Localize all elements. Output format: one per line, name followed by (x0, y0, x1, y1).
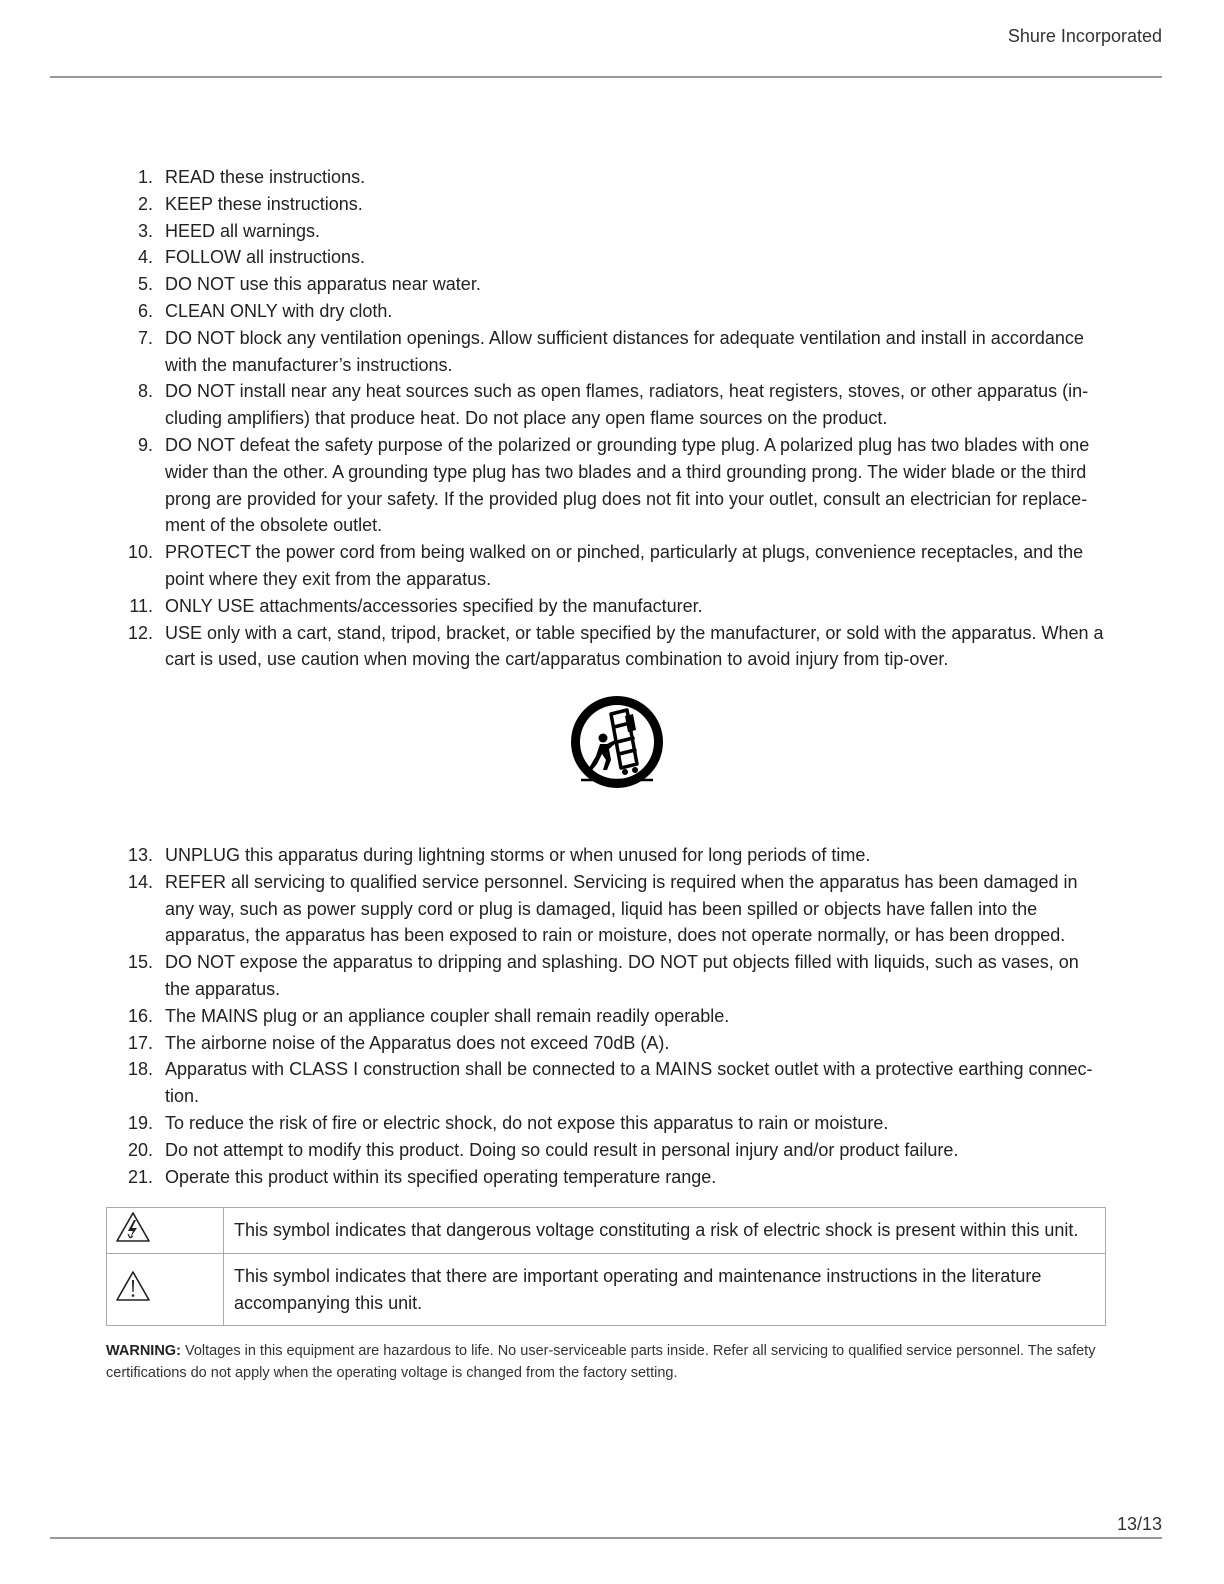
list-item-text: Apparatus with CLASS I construction shall be connected to a MAINS socket outlet with a protective earthing connection. (165, 1059, 1093, 1107)
table-row (107, 1208, 1106, 1254)
list-item-number: 14. (127, 871, 153, 892)
list-item-number: 15. (127, 952, 153, 973)
list-item (106, 842, 1108, 869)
list-item-number: 20. (127, 1139, 153, 1160)
list-item (106, 164, 1108, 191)
list-item (106, 1164, 1108, 1191)
list-item-number: 2. (137, 193, 153, 214)
warning-note (106, 1340, 1108, 1384)
list-item-text: UNPLUG this apparatus during lightning storms or when unused for long periods of time. (165, 845, 871, 865)
safety-instructions-list-part2 (106, 842, 1108, 1190)
list-item-number: 19. (127, 1112, 153, 1133)
list-item (106, 1056, 1108, 1110)
header-company-name: Shure Incorporated (1007, 26, 1162, 46)
list-item-number: 21. (127, 1166, 153, 1187)
list-item-text: ONLY USE attachments/accessories specified by the manufacturer. (165, 595, 703, 616)
list-item (106, 378, 1108, 432)
list-item-text: The MAINS plug or an appliance coupler shall remain readily operable. (165, 1005, 730, 1026)
list-item (106, 539, 1108, 593)
list-item (106, 218, 1108, 245)
symbol-description: This symbol indicates that dangerous voltage constituting a risk of electric shock is present within this unit. (224, 1208, 1106, 1254)
page-number: 13/13 (1116, 1514, 1162, 1534)
list-item-number: 5. (137, 274, 153, 295)
list-item-number: 18. (127, 1059, 153, 1080)
list-item (106, 244, 1108, 271)
list-item (106, 1110, 1108, 1137)
list-item-number: 8. (137, 381, 153, 402)
list-item-number: 12. (127, 622, 153, 643)
list-item-text: The airborne noise of the Apparatus does not exceed 70dB (A). (165, 1032, 670, 1053)
list-item (106, 620, 1108, 674)
list-item-text: USE only with a cart, stand, tripod, bracket, or table specified by the manufacturer, or sold with the apparatus. When a cart is used, use caution when moving the cart/apparatus combination to avoid injury from tip-over. (165, 622, 1104, 670)
list-item-text: PROTECT the power cord from being walked on or pinched, particularly at plugs, convenience receptacles, and the point where they exit from the apparatus. (165, 542, 1084, 589)
electric-shock-warning-icon (115, 1211, 151, 1243)
list-item-number: 6. (137, 300, 153, 321)
list-item-text: DO NOT install near any heat sources such as open flames, radiators, heat registers, stoves, or other apparatus (including amplifiers) that produce heat. Do not place any open flame sources on the product. (165, 381, 1089, 429)
list-item-text: To reduce the risk of fire or electric shock, do not expose this apparatus to rain or moisture. (165, 1112, 889, 1133)
list-item-number: 13. (127, 845, 153, 865)
list-item (106, 432, 1108, 539)
list-item (106, 271, 1108, 298)
list-item-number: 10. (127, 542, 153, 563)
list-item (106, 298, 1108, 325)
list-item-number: 7. (137, 327, 153, 348)
symbol-description: This symbol indicates that there are important operating and maintenance instructions in the literature accompanying this unit. (224, 1253, 1106, 1326)
list-item-number: 1. (137, 167, 153, 187)
list-item-number: 3. (137, 220, 153, 241)
warning-label: WARNING: (106, 1343, 181, 1359)
list-item-number: 9. (137, 434, 153, 455)
list-item (106, 869, 1108, 949)
list-item (106, 1137, 1108, 1164)
caution-exclamation-icon (115, 1270, 151, 1302)
list-item (106, 949, 1108, 1003)
list-item-text: DO NOT block any ventilation openings. Allow sufficient distances for adequate ventilation and install in accordance with the manufacturer’s instructions. (165, 327, 1084, 375)
list-item-text: Operate this product within its specified operating temperature range. (165, 1166, 717, 1187)
list-item-text: KEEP these instructions. (165, 193, 363, 214)
table-row (107, 1253, 1106, 1326)
list-item (106, 1003, 1108, 1030)
list-item-text: DO NOT defeat the safety purpose of the polarized or grounding type plug. A polarized plug has two blades with one wider than the other. A grounding type plug has two blades and a third grounding prong. The wider blade or the third prong are provided for your safety. If the provided plug does not fit into your outlet, consult an electrician for replacement of the obsolete outlet. (165, 434, 1090, 536)
header-divider (50, 76, 1162, 78)
list-item-number: 4. (137, 247, 153, 268)
list-item-number: 17. (127, 1032, 153, 1053)
list-item-text: CLEAN ONLY with dry cloth. (165, 300, 393, 321)
list-item (106, 325, 1108, 379)
list-item-text: DO NOT expose the apparatus to dripping and splashing. DO NOT put objects filled with liquids, such as vases, on the apparatus. (165, 952, 1079, 999)
list-item-number: 11. (129, 595, 153, 616)
list-item-text: READ these instructions. (165, 167, 366, 187)
warning-text: Voltages in this equipment are hazardous to life. No user-serviceable parts inside. Refer all servicing to qualified service personnel. The safety certifications do not apply when the operating voltage is changed from the factory setting. (106, 1343, 1096, 1381)
list-item-text: FOLLOW all instructions. (165, 247, 366, 268)
list-item (106, 593, 1108, 620)
list-item-text: DO NOT use this apparatus near water. (165, 274, 481, 295)
list-item-text: Do not attempt to modify this product. Doing so could result in personal injury and/or product failure. (165, 1139, 959, 1160)
footer-divider (50, 1537, 1162, 1539)
safety-instructions-list-part1 (106, 164, 1108, 673)
list-item-number: 16. (127, 1005, 153, 1026)
list-item (106, 1030, 1108, 1057)
safety-symbols-table (106, 1207, 1106, 1326)
list-item-text: HEED all warnings. (165, 220, 321, 241)
list-item (106, 191, 1108, 218)
cart-tip-over-warning-icon (567, 694, 667, 794)
list-item-text: REFER all servicing to qualified service personnel. Servicing is required when the apparatus has been damaged in any way, such as power supply cord or plug is damaged, liquid has been spilled or objects have fallen into the apparatus, the apparatus has been exposed to rain or moisture, does not operate normally, or has been dropped. (165, 871, 1078, 946)
